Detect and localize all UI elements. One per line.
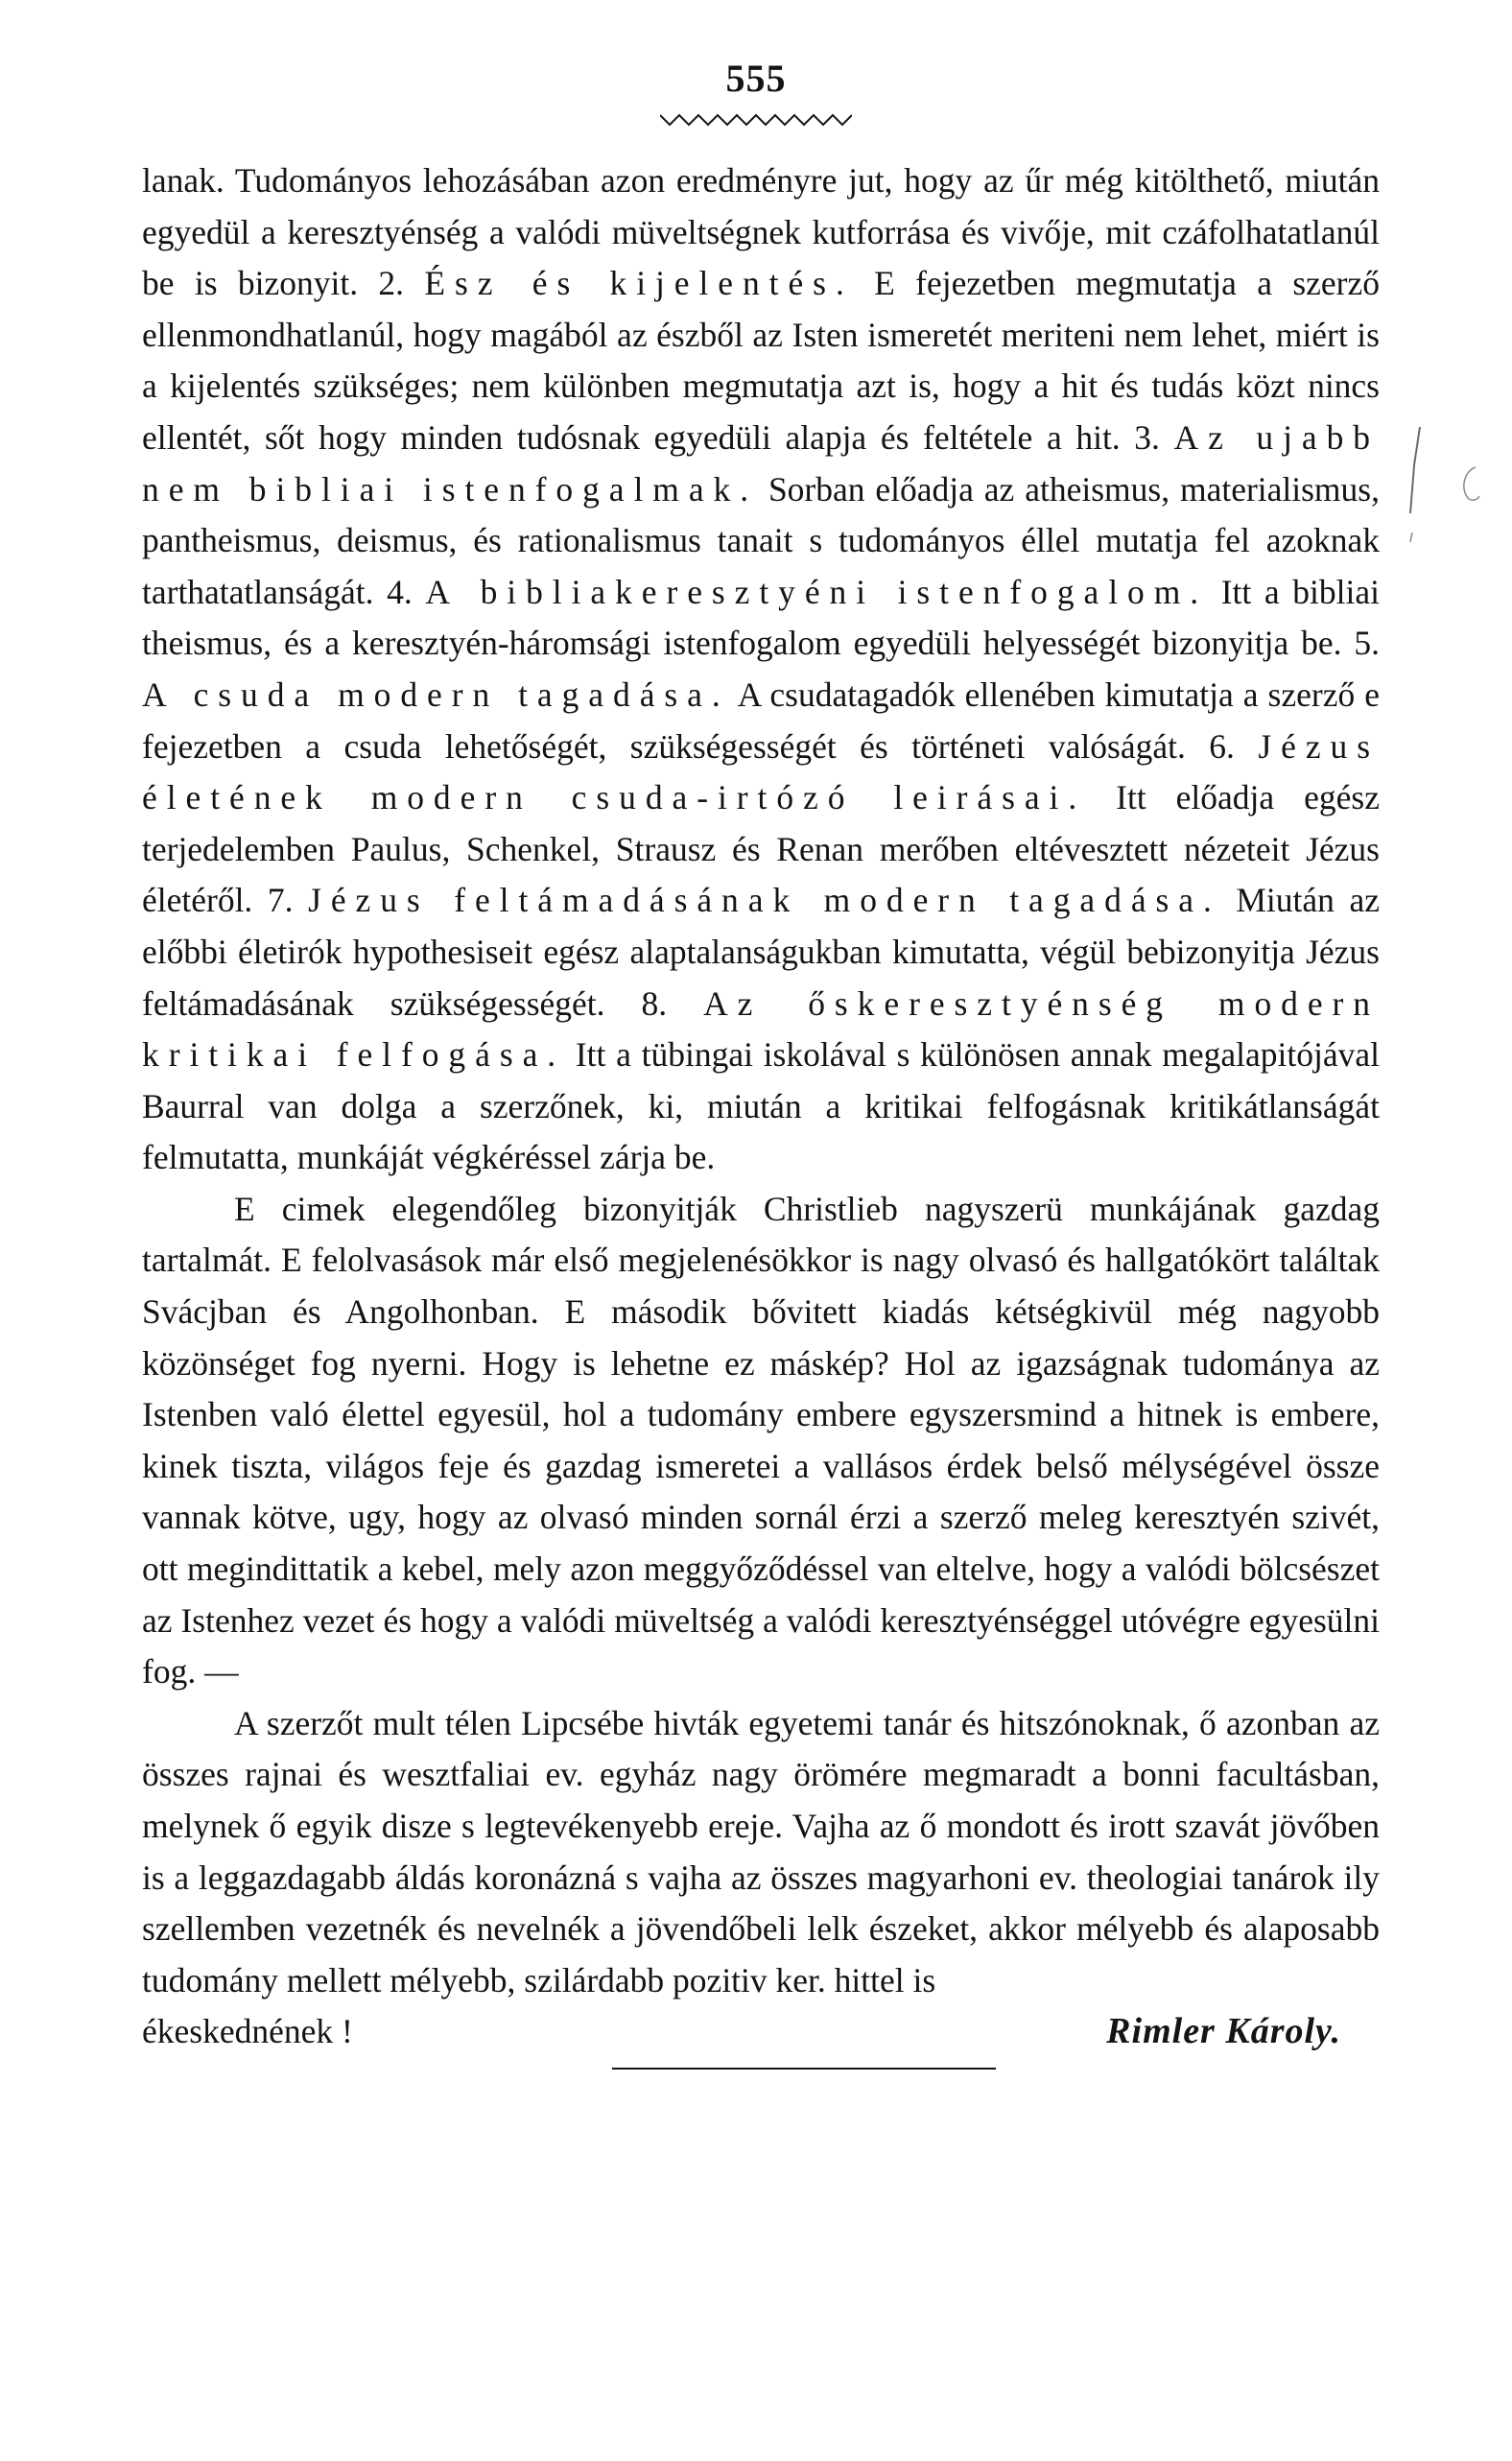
handwritten-margin-mark: [1408, 408, 1504, 571]
chapter-title-7: Jézus feltámadásának modern tagadása.: [308, 881, 1221, 920]
text-run: Sorban előadja az atheismus, materialismus, pantheismus, deismus, és rationalismus tanait s tudományos éllel mutatja fel azoknak tarthatatlanságát. 4.: [142, 469, 1380, 611]
text-run: E fejezetben megmutatja a szerző ellenmondhatlanúl, hogy magából az észből az Isten ismeretét meriteni nem lehet, miért is a kijelentés szükséges; nem különben megmutatja azt is, hogy a hit és tudás közt nincs ellentét, sőt hogy minden tudósnak egyedüli alapja és feltétele a hit. 3.: [142, 264, 1380, 457]
chapter-title-3: Az ujabb nem bibliai istenfogalmak.: [142, 417, 1380, 509]
chapter-title-4: A bibliakeresztyéni istenfogalom.: [425, 572, 1209, 611]
page-number: 555: [725, 57, 787, 100]
paragraph-chapter-summaries: [142, 155, 1380, 1184]
text-run: lanak. Tudományos lehozásában azon eredményre jut, hogy az űr még kitölthető, miután egyedül a keresztyénség a valódi müveltségnek kutforrása és vivője, mit czáfolhatatlanúl be is bizonyit. 2.: [142, 161, 1380, 303]
text-run: Itt a tübingai iskolával s különösen annak megalapitójával Baurral van dolga a szerzőnek, ki, miután a kritikai felfogásnak kritikátlanságát felmutatta, munkáját végkéréssel zárja be.: [142, 1035, 1380, 1177]
author-signature: Rimler Károly.: [1106, 2011, 1341, 2052]
text-run: Itt előadja egész terjedelemben Paulus, Schenkel, Strausz és Renan merőben eltévesztett nézeteit Jézus életéről. 7.: [142, 778, 1380, 920]
paragraph-author-news: A szerzőt mult télen Lipcsébe hivták egyetemi tanár és hitszónoknak, ő azonban az összes rajnai és wesztfaliai ev. egyház nagy örömére megmaradt a bonni facultásban, melynek ő egyik disze s legtevékenyebb ereje. Vajha az ő mondott és irott szavát jövőben is a leggazdagabb áldás koronázná s vajha az összes magyarhoni ev. theologiai tanárok ily szellemben vezetnék és nevelnék a jövendőbeli lelk észeket, akkor mélyebb és alaposabb tudomány mellett mélyebb, szilárdabb pozitiv ker. hittel is: [142, 1703, 1380, 2000]
closing-line: [142, 2006, 1380, 2058]
article-text: [142, 155, 1380, 2058]
chapter-title-2: Ész és kijelentés.: [424, 264, 854, 303]
chapter-title-5: A csuda modern tagadása.: [142, 674, 730, 714]
signature-rule: [612, 2068, 996, 2070]
text-run: Itt a bibliai theismus, és a keresztyén-háromsági istenfogalom egyedüli helyességét bizonyitja be. 5.: [142, 572, 1380, 663]
text-run: Miután az előbbi életirók hypothesiseit egész alaptalanságukban kimutatta, végül bebizonyitja Jézus feltámadásának szükségességét. 8.: [142, 881, 1380, 1023]
paragraph-praise: E cimek elegendőleg bizonyitják Christlieb nagyszerü munkájának gazdag tartalmát. E felolvasások már első megjelenésökkor is nagy olvasó és hallgatókört találtak Svácjban és Angolhonban. E második bővitett kiadás kétségkivül még nagyobb közönséget fog nyerni. Hogy is lehetne ez máskép? Hol az igazságnak tudománya az Istenben való élettel egyesül, hol a tudomány embere egyszersmind a hitnek is embere, kinek tiszta, világos feje és gazdag ismeretei a vallásos érdek belső mélységével össze vannak kötve, ugy, hogy az olvasó minden sornál érzi a szerző meleg keresztyén szivét, ott megindittatik a kebel, mely azon meggyőződéssel van eltelve, hogy a valódi bölcsészet az Istenhez vezet és hogy a valódi müveltség a valódi keresztyénséggel utóvégre egyesülni fog. —: [142, 1189, 1380, 1692]
text-run: A csudatagadók ellenében kimutatja a szerző e fejezetben a csuda lehetőségét, szükségességét és történeti valóságát. 6.: [142, 674, 1380, 766]
closing-word: ékeskednének !: [142, 2012, 353, 2051]
decorative-zigzag-rule: [660, 113, 852, 127]
chapter-title-8: Az őskeresztyénség modern kritikai felfogása.: [142, 983, 1380, 1075]
chapter-title-6: Jézus életének modern csuda-irtózó leirásai.: [142, 726, 1380, 817]
